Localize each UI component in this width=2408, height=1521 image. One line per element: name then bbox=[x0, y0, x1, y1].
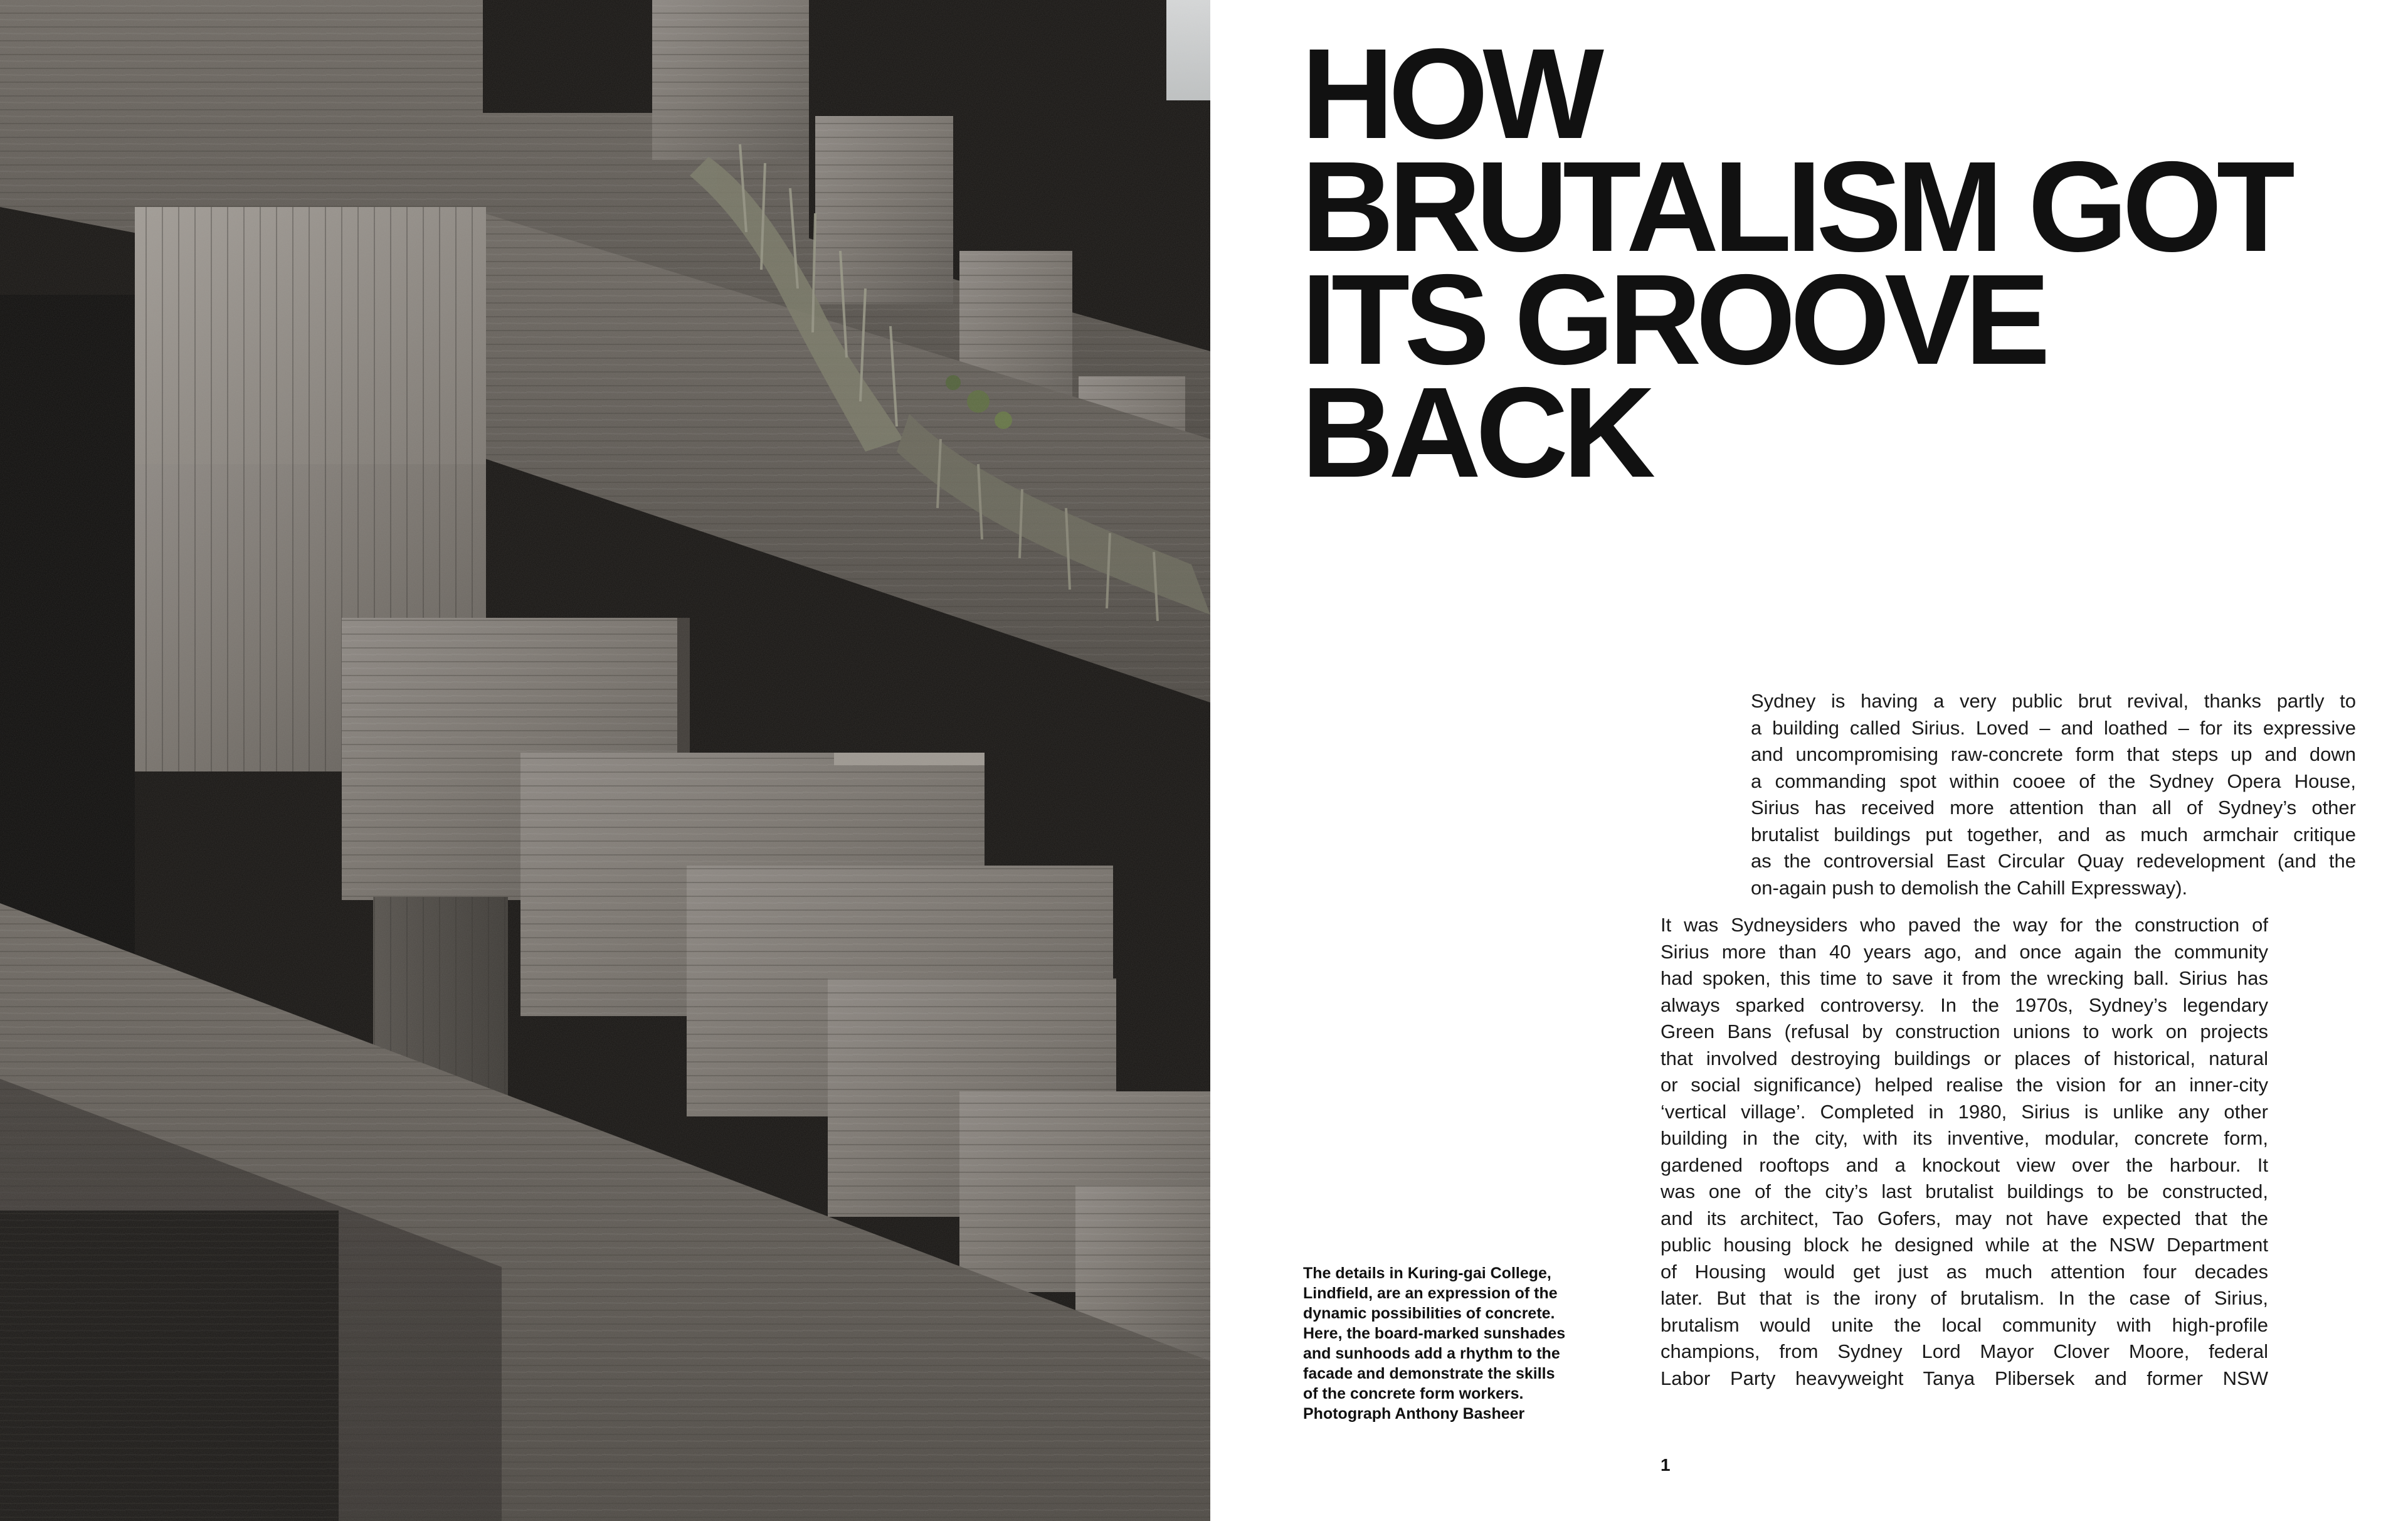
headline-line: ITS GROOVE bbox=[1301, 248, 2045, 391]
text-line: gardened rooftops and a knockout view over the harbour. It bbox=[1661, 1153, 2268, 1176]
text-line: Sydney is having a very public brut revival, thanks partly to bbox=[1751, 690, 2356, 712]
text-line: a building called Sirius. Loved – and loathed – for its expressive bbox=[1751, 716, 2356, 739]
text-line: building in the city, with its inventive, modular, concrete form, bbox=[1661, 1127, 2268, 1149]
text-line: Green Bans (refusal by construction unions to work on projects bbox=[1661, 1020, 2268, 1042]
text-line: ‘vertical village’. Completed in 1980, Sirius is unlike any other bbox=[1661, 1100, 2268, 1123]
article-headline bbox=[1301, 22, 2380, 504]
text-line: was one of the city’s last brutalist buildings to be constructed, bbox=[1661, 1180, 2268, 1202]
text-line: that involved destroying buildings or places of historical, natural bbox=[1661, 1047, 2268, 1069]
text-line: later. But that is the irony of brutalism. In the case of Sirius, bbox=[1661, 1287, 2268, 1309]
headline-line: HOW bbox=[1301, 22, 1598, 166]
text-line: champions, from Sydney Lord Mayor Clover Moore, federal bbox=[1661, 1340, 2268, 1362]
text-line: a commanding spot within cooee of the Sydney Opera House, bbox=[1751, 770, 2356, 792]
caption-line: Here, the board-marked sunshades bbox=[1303, 1325, 1566, 1342]
headline-line: BRUTALISM GOT bbox=[1301, 135, 2289, 278]
intro-paragraph bbox=[1751, 688, 2356, 901]
text-line: had spoken, this time to save it from the wrecking ball. Sirius has bbox=[1661, 967, 2268, 989]
caption-line: The details in Kuring-gai College, bbox=[1303, 1264, 1551, 1282]
text-line: It was Sydneysiders who paved the way for the construction of bbox=[1661, 914, 2268, 936]
caption-credit: Photograph Anthony Basheer bbox=[1303, 1405, 1525, 1423]
text-line: as the controversial East Circular Quay redevelopment (and the bbox=[1751, 850, 2356, 872]
text-line: or social significance) helped realise the vision for an inner-city bbox=[1661, 1074, 2268, 1096]
text-line: brutalism would unite the local community with high-profile bbox=[1661, 1313, 2268, 1336]
caption-line: Lindfield, are an expression of the bbox=[1303, 1285, 1558, 1302]
caption-line: and sunhoods add a rhythm to the bbox=[1303, 1345, 1560, 1362]
caption-line: dynamic possibilities of concrete. bbox=[1303, 1305, 1555, 1322]
text-line: always sparked controversy. In the 1970s, Sydney’s legendary bbox=[1661, 994, 2268, 1016]
text-line: and uncompromising raw-concrete form that steps up and down bbox=[1751, 743, 2356, 765]
photo-caption bbox=[1303, 1263, 1579, 1424]
text-line: Sirius has received more attention than all of Sydney’s other bbox=[1751, 797, 2356, 819]
text-line: Sirius more than 40 years ago, and once again the community bbox=[1661, 940, 2268, 963]
text-line: Labor Party heavyweight Tanya Plibersek and former NSW bbox=[1661, 1367, 2268, 1389]
page-number: 1 bbox=[1661, 1455, 1671, 1475]
headline-line: BACK bbox=[1301, 361, 1650, 504]
text-line: on-again push to demolish the Cahill Expressway). bbox=[1751, 876, 2188, 899]
text-line: and its architect, Tao Gofers, may not have expected that the bbox=[1661, 1207, 2268, 1229]
caption-line: of the concrete form workers. bbox=[1303, 1385, 1524, 1402]
text-line: brutalist buildings put together, and as much armchair critique bbox=[1751, 823, 2356, 845]
text-line: of Housing would get just as much attention four decades bbox=[1661, 1260, 2268, 1283]
body-paragraph bbox=[1661, 912, 2268, 1392]
text-line: public housing block he designed while at the NSW Department bbox=[1661, 1234, 2268, 1256]
caption-line: facade and demonstrate the skills bbox=[1303, 1365, 1555, 1382]
